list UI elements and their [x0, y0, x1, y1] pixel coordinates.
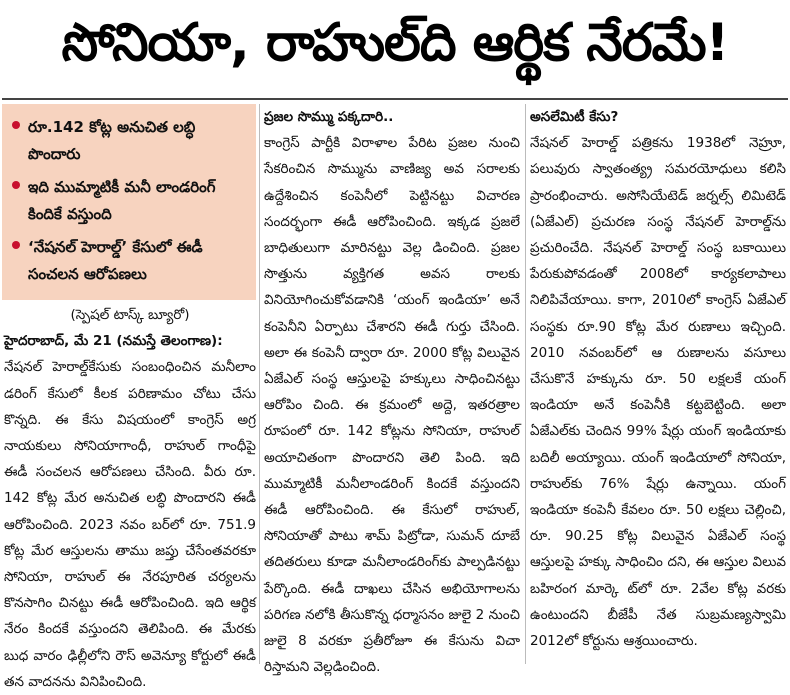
column-divider — [525, 104, 526, 664]
article-column-3 — [530, 104, 786, 664]
byline: (స్పెషల్‌ టాస్క్‌ బ్యూరో) — [70, 307, 190, 323]
headline: సోనియా, రాహుల్‌ది ఆర్థిక నేరమే! — [61, 12, 729, 73]
highlight-item — [12, 234, 250, 288]
article-body-1: నేషనల్‌ హెరాల్డ్‌కేసుకు సంబంధించిన మనీలాం డరింగ్‌ కేసులో కీలక పరిణామం చోటు చేసు కొన్నది. ఈ కేసు విషయంలో కాంగ్రెస్‌ అగ్ర నాయకులు సోనియాగాంధీ, రాహుల్‌ గాంధీపై ఈడీ సంచలన ఆరోపణలు చేసింది. వీరు రూ. 142 కోట్ల మేర అనుచిత లబ్ధి పొందారని ఈడీ ఆరోపించింది. 2023 నవం బర్‌లో రూ. 751.9 కోట్ల మేర ఆస్తులను తాము జప్తు చేసేంతవరకూ సోనియా, రాహుల్‌ ఈ నేరపూరిత చర్యలను కొనసాగిం చినట్టు ఈడీ ఆరోపించింది. ఇది ఆర్థిక నేరం కిందకే వస్తుందని తెలిపింది. ఈ మేరకు బుధ వారం ఢిల్లీలోని రౌస్‌ అవెన్యూ కోర్టులో ఈడీ తన వాదనను వినిపించింది. — [4, 359, 256, 690]
bullet-icon — [12, 241, 20, 249]
highlight-item — [12, 114, 250, 168]
headline-rule — [2, 98, 788, 100]
article-column-2 — [264, 104, 520, 676]
subheading-what-is-case: అసలేమిటీ కేసు? — [530, 109, 619, 125]
bullet-icon — [12, 121, 20, 129]
highlight-text: ఇది ముమ్మాటికీ మనీ లాండరింగ్‌ కిందికే వస్తుంది — [28, 178, 216, 223]
highlight-text: ‘నేషనల్‌ హెరాల్డ్‌’ కేసులో ఈడీ సంచలన ఆరోపణలు — [28, 238, 203, 283]
highlights-box — [2, 104, 256, 300]
subheading-public-money: ప్రజల సొమ్ము పక్కదారి.. — [264, 109, 394, 125]
article-column-1 — [4, 302, 256, 690]
dateline: హైదరాబాద్‌, మే 21 (నమస్తే తెలంగాణ): — [4, 333, 223, 350]
highlight-item — [12, 174, 250, 228]
bullet-icon — [12, 181, 20, 189]
article-body-2: కాంగ్రెస్‌ పార్టీకి విరాళాల పేరిట ప్రజల నుంచి సేకరించిన సొమ్మును వాణిజ్య అవ సరాలకు ఉద్దేశించిన కంపెనీలో పెట్టినట్టు విచారణ సందర్భంగా ఈడీ ఆరోపించింది. ఇక్కడ ప్రజలే బాధితులుగా మారినట్టు వెల్ల డించింది. ప్రజల సొత్తును వ్యక్తిగత అవస రాలకు వినియోగించుకోవడానికి ‘యంగ్‌ ఇండియా’ అనే కంపెనీని ఏర్పాటు చేశారని ఈడీ గుర్తు చేసింది. అలా ఈ కంపెనీ ద్వారా రూ. 2000 కోట్ల విలువైన ఏజేఎల్‌ సంస్థ ఆస్తులపై హక్కులు సాధించినట్టు ఆరోపిం చింది. ఈ క్రమంలో అద్దె, ఇతరత్రాల రూపంలో రూ. 142 కోట్లను సోనియా, రాహుల్‌ అయాచితంగా పొందారని తెలి పింది. ఇది ముమ్మాటికీ మనీలాండరింగ్‌ కిందకే వస్తుందని ఈడీ ఆరోపించింది. ఈ కేసులో రాహుల్‌, సోనియాతో పాటు శామ్‌ పిట్రోడా, సుమన్‌ దూబే తదితరులు కూడా మనీలాండరింగ్‌కు పాల్పడినట్టు పేర్కొంది. ఈడీ దాఖలు చేసిన అభియోగాలను పరిగణ నలోకి తీసుకొన్న ధర్మాసనం జులై 2 నుంచి జులై 8 వరకూ ప్రతీరోజూ ఈ కేసును విచా రిస్తామని వెల్లడించింది. — [264, 135, 520, 676]
article-body-3: నేషనల్‌ హెరాల్డ్‌ పత్రికను 1938లో నెహ్రూ, పలువురు స్వాతంత్య్ర సమరయోధులు కలిసి ప్రారంభించారు. అసోసియేటెడ్‌ జర్నల్స్‌ లిమిటెడ్‌ (ఏజేఎల్‌) ప్రచురణ సంస్థ నేషనల్‌ హెరాల్డ్‌ను ప్రచురించేది. నేషనల్‌ హెరాల్డ్‌ సంస్థ బకాయిలు పేరుకుపోవడంతో 2008లో కార్యకలాపాలు నిలిపివేయాయి. కాగా, 2010లో కాంగ్రెస్‌ ఏజేఎల్‌ సంస్థకు రూ.90 కోట్ల మేర రుణాలు ఇచ్చింది. 2010 నవంబర్‌లో ఆ రుణాలను వసూలు చేసుకొనే హక్కును రూ. 50 లక్షలకే యంగ్‌ ఇండియా అనే కంపెనీకి కట్టబెట్టింది. అలా ఏజేఎల్‌కు చెందిన 99% షేర్లు యంగ్‌ ఇండియాకు బదిలీ అయ్యాయి. యంగ్‌ ఇండియాలో సోనియా, రాహుల్‌కు 76% షేర్లు ఉన్నాయి. యంగ్‌ ఇండియా కంపెనీ కేవలం రూ. 50 లక్షలు చెల్లించి, రూ. 90.25 కోట్ల విలువైన ఏజేఎల్‌ సంస్థ ఆస్తులపై హక్కు సాధించిం దని, ఈ ఆస్తుల విలువ బహిరంగ మార్కె ట్‌లో రూ. 2వేల కోట్ల వరకు ఉంటుందని బీజేపీ నేత సుబ్రమణ్యస్వామి 2012లో కోర్టును ఆశ్రయించారు. — [530, 135, 786, 650]
highlight-text: రూ.142 కోట్ల అనుచిత లబ్ధి పొందారు — [28, 118, 196, 163]
column-divider — [259, 104, 260, 664]
